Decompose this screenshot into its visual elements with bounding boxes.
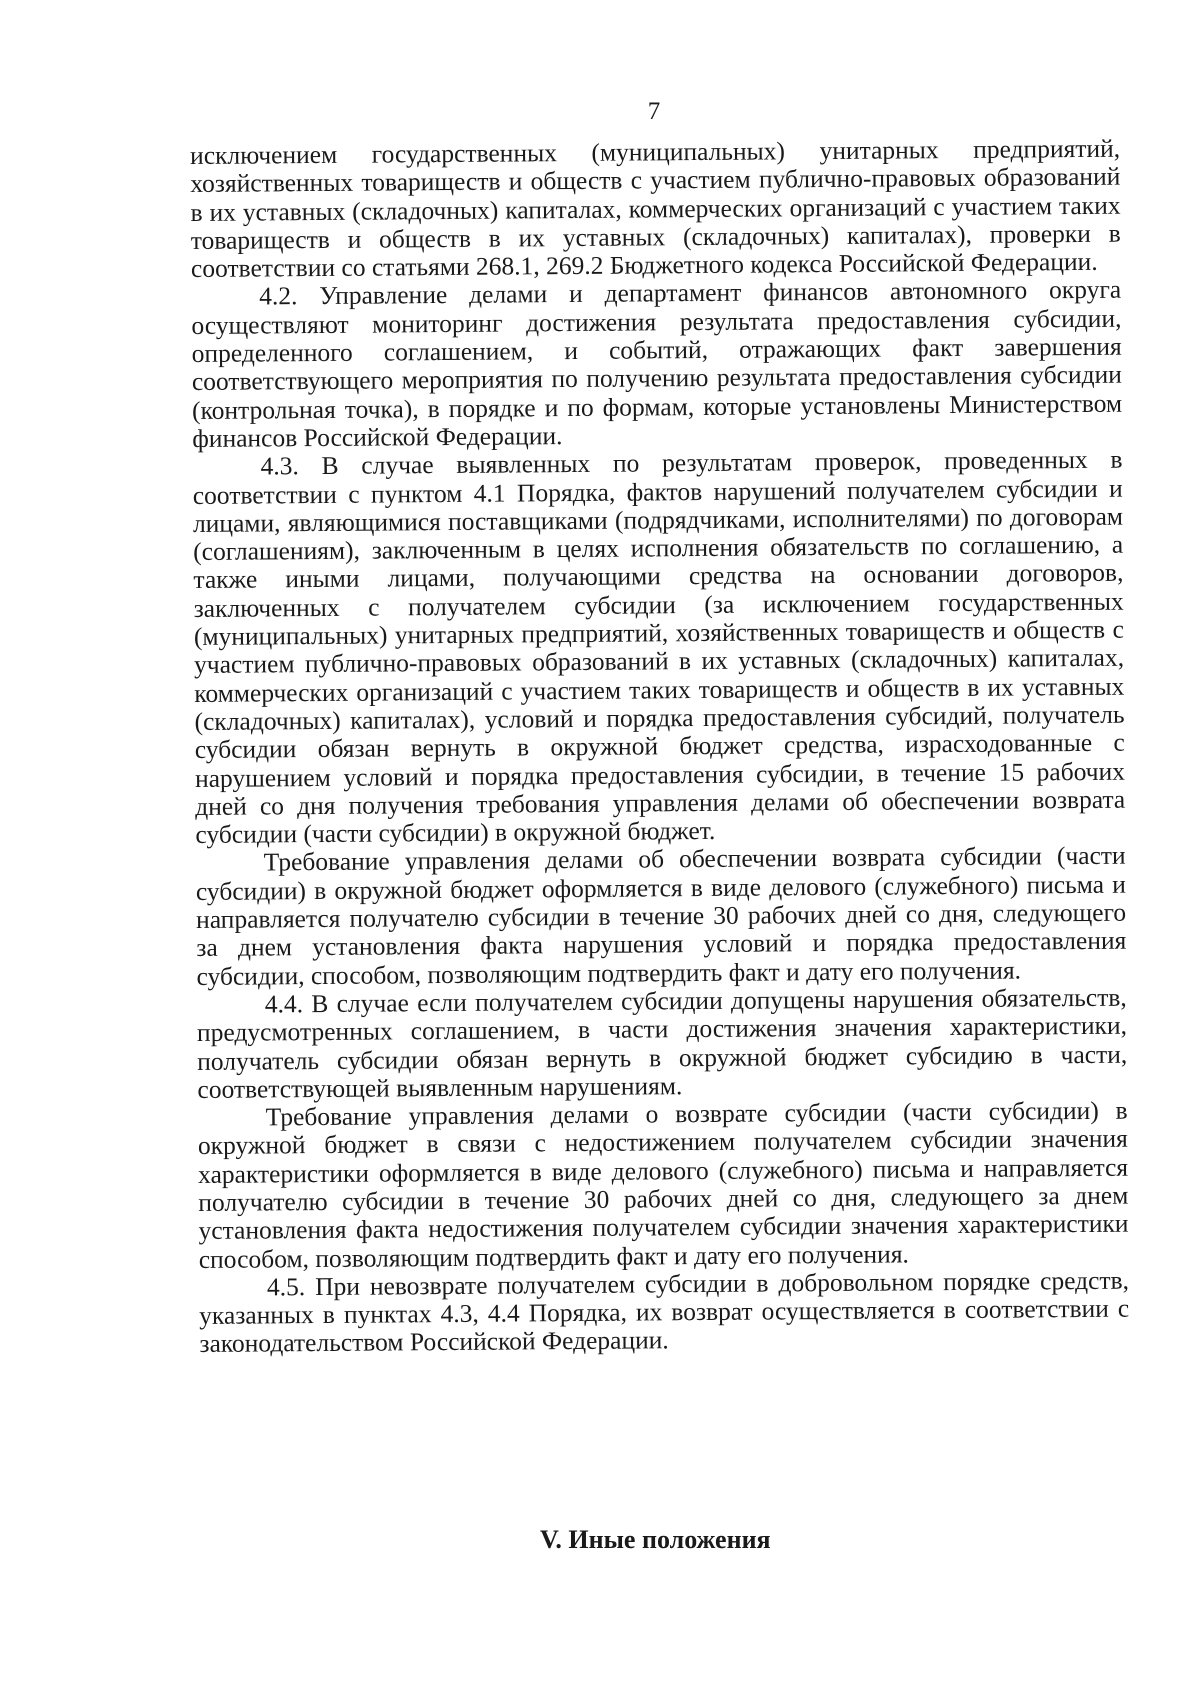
paragraph-4-3-requirement: Требование управления делами об обеспечении возврата субсидии (части субсидии) в окружной бюджет оформляется в виде делового (служебного) письма и направляется получателю субсидии в течение 30 рабочих дней со дня, следующего за днем установления факта нарушения условий и порядка предоставления субсидии, способом, позволяющим подтвердить факт и дату его получения. bbox=[195, 841, 1127, 991]
paragraph-continuation: исключением государственных (муниципальных) унитарных предприятий, хозяйственных товариществ и обществ с участием публично-правовых образований в их уставных (складочных) капиталах, коммерческих организаций с участием таких товариществ и обществ в их уставных (складочных) капиталах), проверки в соответствии со статьями 268.1, 269.2 Бюджетного кодекса Российской Федерации. bbox=[189, 133, 1121, 284]
paragraph-4-4-requirement: Требование управления делами о возврате субсидии (части субсидии) в окружной бюджет в связи с недостижением получателем субсидии значения характеристики оформляется в виде делового (служебного) письма и направляется получателю субсидии в течение 30 рабочих дней со дня, следующего за днем установления факта недостижения получателем субсидии значения характеристики способом, позволяющим подтвердить факт и дату его получения. bbox=[197, 1095, 1129, 1274]
document-body bbox=[190, 135, 1130, 1359]
paragraph-4-5: 4.5. При невозврате получателем субсидии в добровольном порядке средств, указанных в пунктах 4.3, 4.4 Порядка, их возврат осуществляется в соответствии с законодательством Российской Федерации. bbox=[199, 1265, 1130, 1359]
section-heading: V. Иные положения bbox=[540, 1525, 771, 1554]
paragraph-4-4: 4.4. В случае если получателем субсидии допущены нарушения обязательств, предусмотренных соглашением, в части достижения значения характеристики, получатель субсидии обязан вернуть в окружной бюджет субсидию в части, соответствующей выявленным нарушениям. bbox=[196, 982, 1128, 1104]
page-number: 7 bbox=[647, 98, 661, 125]
paragraph-4-3: 4.3. В случае выявленных по результатам проверок, проведенных в соответствии с пунктом 4.1 Порядка, фактов нарушений получателем субсидии и лицами, являющимися поставщиками (подрядчиками, исполнителями) по договорам (соглашениям), заключенным в целях исполнения обязательств по соглашению, а также иными лицами, получающими средства на основании договоров, заключенных с получателем субсидии (за исключением государственных (муниципальных) унитарных предприятий, хозяйственных товариществ и обществ с участием публично-правовых образований в их уставных (складочных) капиталах, коммерческих организаций с участием таких товариществ и обществ в их уставных (складочных) капиталах), условий и порядка предоставления субсидий, получатель субсидии обязан вернуть в окружной бюджет средства, израсходованные с нарушением условий и порядка предоставления субсидии, в течение 15 рабочих дней со дня получения требования управления делами об обеспечении возврата субсидии (части субсидии) в окружной бюджет. bbox=[192, 444, 1126, 850]
paragraph-4-2: 4.2. Управление делами и департамент финансов автономного округа осуществляют мониторинг достижения результата предоставления субсидии, определенного соглашением, и событий, отражающих факт завершения соответствующего мероприятия по получению результата предоставления субсидии (контрольная точка), в порядке и по формам, которые установлены Министерством финансов Российской Федерации. bbox=[191, 275, 1123, 453]
